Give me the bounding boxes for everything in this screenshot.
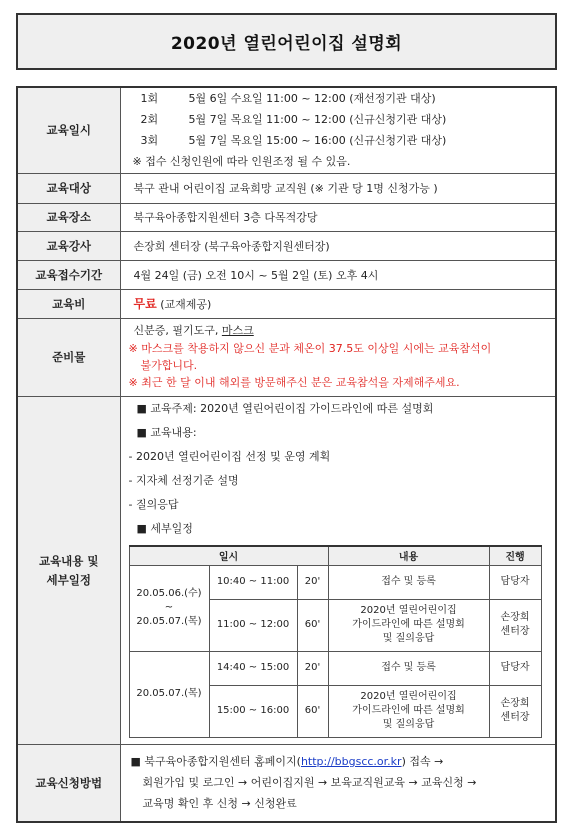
homepage-link[interactable]: http://bbgscc.or.kr	[300, 755, 402, 769]
mask-item: 마스크	[221, 324, 254, 337]
row-target	[17, 173, 556, 203]
session-2	[141, 109, 556, 130]
schedule-table	[129, 545, 542, 738]
content-head: ■ 교육내용:	[136, 425, 197, 439]
period-label: 교육접수기간	[17, 260, 120, 289]
schedule-header-time: 일시	[129, 546, 328, 566]
content-label-2: 세부일정	[46, 572, 91, 587]
session-date: 5월 7일 목요일 15:00 ~ 16:00 (신규신청기관 대상)	[188, 134, 447, 148]
schedule-minutes: 60'	[297, 599, 328, 651]
page-title: 2020년 열린어린이집 설명회	[170, 34, 403, 54]
schedule-content: 접수 및 등록	[328, 565, 489, 599]
session-3	[141, 130, 556, 151]
apply-line-1: ■ 북구육아종합지원센터 홈페이지(http://bbgscc.or.kr) 접속 →	[130, 755, 444, 769]
lecturer-label: 교육강사	[17, 231, 120, 260]
schedule-date-1: 20.05.06.(수) ~ 20.05.07.(목)	[129, 565, 209, 651]
schedule-content: 2020년 열린어린이집 가이드라인에 따른 설명회 및 질의응답	[328, 599, 489, 651]
session-no: 2회	[140, 113, 159, 127]
content-item-1: - 2020년 열린어린이집 선정 및 운영 계획	[128, 449, 331, 463]
target-label: 교육대상	[17, 173, 120, 203]
session-date: 5월 7일 목요일 11:00 ~ 12:00 (신규신청기관 대상)	[188, 113, 447, 127]
session-no: 3회	[140, 134, 159, 148]
supplies-warning-2: ※ 최근 한 달 이내 해외를 방문해주신 분은 교육참석을 자제해주세요.	[128, 376, 460, 389]
edu-datetime-label: 교육일시	[17, 87, 120, 173]
schedule-time: 10:40 ~ 11:00	[209, 565, 297, 599]
schedule-minutes: 20'	[297, 565, 328, 599]
schedule-content: 접수 및 등록	[328, 651, 489, 685]
row-fee	[17, 289, 556, 318]
apply-line-3: 교육명 확인 후 신청 → 신청완료	[142, 797, 297, 811]
title-box	[16, 13, 557, 70]
session-note: ※ 접수 신청인원에 따라 인원조정 될 수 있음.	[132, 155, 351, 169]
schedule-lead: 담당자	[489, 651, 541, 685]
place-label: 교육장소	[17, 203, 120, 231]
schedule-header-content: 내용	[328, 546, 489, 566]
row-place	[17, 203, 556, 231]
schedule-time: 14:40 ~ 15:00	[209, 651, 297, 685]
schedule-row	[129, 565, 541, 599]
content-label-1: 교육내용 및	[38, 553, 99, 568]
row-apply	[17, 744, 556, 822]
row-lecturer	[17, 231, 556, 260]
schedule-lead: 손장희 센터장	[489, 599, 541, 651]
supplies-items: 신분증, 필기도구, 마스크	[133, 324, 254, 337]
supplies-label: 준비물	[17, 318, 120, 396]
schedule-header-lead: 진행	[489, 546, 541, 566]
content-item-2: - 지자체 선정기준 설명	[128, 473, 239, 487]
schedule-lead: 담당자	[489, 565, 541, 599]
schedule-time: 15:00 ~ 16:00	[209, 685, 297, 737]
fee-note: (교재제공)	[160, 298, 212, 311]
place-value: 북구육아종합지원센터 3층 다목적강당	[120, 203, 556, 231]
info-table	[16, 86, 557, 823]
schedule-date-2: 20.05.07.(목)	[129, 651, 209, 737]
period-value: 4월 24일 (금) 오전 10시 ~ 5월 2일 (토) 오후 4시	[120, 260, 556, 289]
schedule-time: 11:00 ~ 12:00	[209, 599, 297, 651]
supplies-warning-1: ※ 마스크를 착용하지 않으신 분과 체온이 37.5도 이상일 시에는 교육참석이	[128, 342, 492, 355]
schedule-content: 2020년 열린어린이집 가이드라인에 따른 설명회 및 질의응답	[328, 685, 489, 737]
target-value: 북구 관내 어린이집 교육희망 교직원 (※ 기관 당 1명 신청가능 )	[120, 173, 556, 203]
schedule-minutes: 20'	[297, 651, 328, 685]
row-content	[17, 396, 556, 744]
detail-head: ■ 세부일정	[136, 521, 193, 535]
content-topic: ■ 교육주제: 2020년 열린어린이집 가이드라인에 따른 설명회	[136, 401, 434, 415]
row-period	[17, 260, 556, 289]
apply-label: 교육신청방법	[17, 744, 120, 822]
content-item-3: - 질의응답	[128, 497, 179, 511]
apply-line-2: 회원가입 및 로그인 → 어린이집지원 → 보육교직원교육 → 교육신청 →	[142, 776, 477, 790]
session-1	[141, 88, 556, 109]
supplies-warning-1-cont: 불가합니다.	[140, 359, 198, 372]
schedule-header	[129, 546, 541, 566]
fee-free: 무료	[133, 297, 157, 311]
session-date: 5월 6일 수요일 11:00 ~ 12:00 (재선정기관 대상)	[188, 92, 436, 106]
schedule-minutes: 60'	[297, 685, 328, 737]
row-edu-datetime	[17, 87, 556, 173]
schedule-row	[129, 651, 541, 685]
lecturer-value: 손장희 센터장 (북구육아종합지원센터장)	[120, 231, 556, 260]
fee-label: 교육비	[17, 289, 120, 318]
schedule-lead: 손장희 센터장	[489, 685, 541, 737]
session-no: 1회	[140, 92, 159, 106]
row-supplies	[17, 318, 556, 396]
